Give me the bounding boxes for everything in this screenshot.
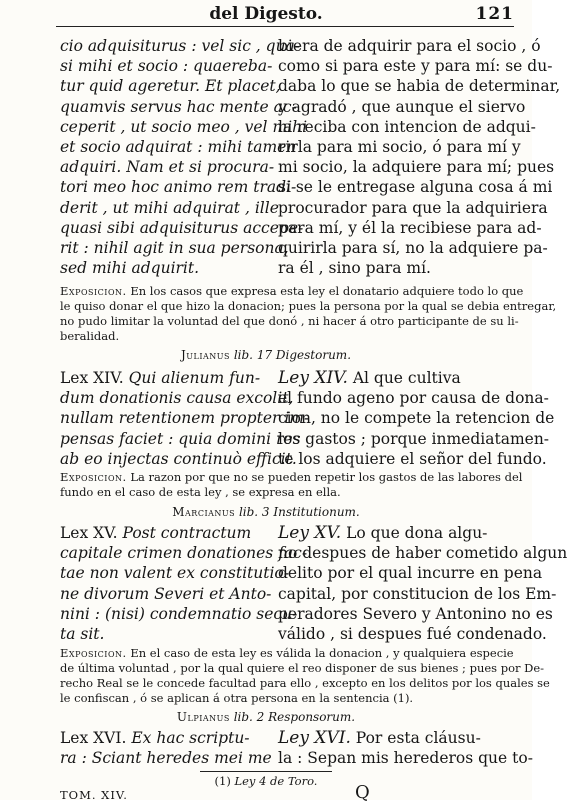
spanish-line: los gastos ; porque inmediatamen-	[278, 429, 550, 448]
spanish-line: ra él , sino para mí.	[278, 259, 431, 278]
latin-line: si mihi et socio : quaereba-	[60, 57, 273, 76]
latin-line: tori meo hoc animo rem tradi-	[60, 178, 297, 197]
latin-line: ta sit.	[60, 625, 105, 644]
exposicion-line: de última voluntad , por la qual quiere el reo disponer de sus bienes ; pues por De-	[60, 661, 545, 675]
law16-source	[0, 710, 532, 724]
latin-line: Qui alienum fun-	[128, 369, 261, 387]
exposicion-label: Exposicion.	[60, 646, 127, 660]
law14-exposicion	[60, 470, 523, 500]
latin-line: adquiri. Nam et si procura-	[60, 158, 275, 177]
ley-title: Ley XIV.	[278, 368, 348, 388]
law14-source	[0, 348, 532, 362]
latin-line: quasi sibi adquisiturus accepe-	[60, 218, 304, 237]
exposicion-line: fundo en el caso de esta ley , se expresa en ella.	[60, 485, 341, 499]
exposicion-line: En el caso de esta ley es válida la donacion , y qualquiera especie	[130, 646, 514, 660]
spanish-line: como si para este y para mí: se du-	[278, 57, 553, 76]
source-work: lib. 3 Institutionum.	[238, 505, 360, 519]
latin-line: Ex hac scriptu-	[131, 729, 250, 747]
source-work: lib. 17 Digestorum.	[233, 348, 352, 362]
section1-exposicion	[60, 284, 557, 344]
latin-line: ceperit , ut socio meo , vel mihi	[60, 117, 308, 136]
ley-title: Ley XVI.	[278, 728, 351, 748]
law15-spanish-column	[278, 523, 567, 644]
law15-source	[0, 505, 532, 519]
law15-latin-column	[60, 523, 308, 644]
spanish-line: la reciba con intencion de adqui-	[278, 117, 536, 136]
source-author: Ulpianus	[176, 710, 230, 724]
spanish-line: si se le entregase alguna cosa á mi	[278, 178, 553, 197]
law16-latin-column	[60, 728, 272, 768]
exposicion-line: recho Real se le concede facultad para ello , excepto en los delitos por los quales se	[60, 676, 550, 690]
latin-line: cio adquisiturus : vel sic , qua-	[60, 37, 301, 55]
law15-exposicion	[60, 646, 550, 706]
law-number: Lex XIV.	[60, 369, 124, 387]
source-author: Julianus	[180, 348, 230, 362]
exposicion-label: Exposicion.	[60, 470, 127, 484]
exposicion-line: beralidad.	[60, 329, 120, 343]
exposicion-line: no pudo limitar la voluntad del que donó , ni hacer á otro participante de su li-	[60, 314, 519, 328]
spanish-line: peradores Severo y Antonino no es	[278, 604, 553, 623]
latin-line: dum donationis causa excolit,	[60, 389, 294, 408]
spanish-line: el fundo ageno por causa de dona-	[278, 389, 549, 408]
law-number: Lex XV.	[60, 524, 118, 542]
exposicion-line: le confiscan , ó se aplican á otra persona en la sentencia (1).	[60, 691, 414, 705]
latin-line: nini : (nisi) condemnatio secu-	[60, 604, 298, 623]
exposicion-line: En los casos que expresa esta ley el donatario adquiere todo lo que	[130, 284, 524, 298]
exposicion-line: La razon por que no se pueden repetir los gastos de las labores del	[130, 470, 523, 484]
latin-line: et socio adquirat : mihi tamen	[60, 138, 297, 157]
source-author: Marcianus	[172, 505, 236, 519]
latin-line: ne divorum Severi et Anto-	[60, 584, 272, 603]
section1-latin-column	[60, 36, 308, 278]
law-number: Lex XVI.	[60, 729, 127, 747]
exposicion-line: le quiso donar el que hizo la donacion; pues la persona por la qual se debia entregar,	[60, 299, 557, 313]
law14-latin-column	[60, 368, 310, 469]
source-work: lib. 2 Responsorum.	[233, 710, 356, 724]
volume-signature: TOM. XIV.	[60, 788, 128, 802]
spanish-line: procurador para que la adquiriera	[278, 198, 548, 217]
spanish-line: Por esta cláusu-	[355, 729, 481, 747]
spanish-line: delito por el qual incurre en pena	[278, 564, 543, 583]
header-rule	[56, 26, 514, 27]
exposicion-label: Exposicion.	[60, 284, 127, 298]
footnote	[0, 774, 532, 788]
spanish-line: biera de adquirir para el socio , ó	[278, 37, 541, 55]
running-head: del Digesto.	[209, 4, 323, 24]
spanish-line: y agradó , que aunque el siervo	[278, 97, 526, 116]
spanish-line: la : Sepan mis herederos que to-	[278, 749, 533, 768]
spanish-line: cion, no le compete la retencion de	[278, 409, 555, 428]
law16-spanish-column	[278, 728, 533, 768]
spanish-line: no despues de haber cometido algun	[278, 544, 567, 563]
latin-line: capitale crimen donationes fac-	[60, 544, 308, 563]
latin-line: ab eo injectas continuò efficit.	[60, 449, 297, 468]
spanish-line: mi socio, la adquiere para mí; pues	[278, 158, 555, 177]
latin-line: pensas faciet : quia domini res	[60, 429, 301, 448]
ley-title: Ley XV.	[278, 523, 342, 543]
latin-line: Post contractum	[122, 524, 252, 542]
spanish-line: daba lo que se habia de determinar,	[278, 77, 561, 96]
spanish-line: quirirla para sí, no la adquiere pa-	[278, 239, 548, 258]
footnote-marker: (1)	[214, 774, 231, 788]
page-number: 121	[475, 4, 514, 24]
spanish-line: rirla para mi socio, ó para mí y	[278, 138, 521, 157]
spanish-line: te los adquiere el señor del fundo.	[278, 449, 547, 468]
footnote-text: Ley 4 de Toro.	[234, 774, 318, 788]
spanish-line: capital, por constitucion de los Em-	[278, 584, 557, 603]
footnote-rule	[200, 771, 332, 772]
spanish-line: para mí, y él la recibiese para ad-	[278, 218, 542, 237]
latin-line: ra : Sciant heredes mei me	[60, 749, 272, 768]
spanish-line: Al que cultiva	[352, 369, 461, 387]
latin-line: rit : nihil agit in sua persona,	[60, 239, 289, 258]
law14-spanish-column	[278, 368, 555, 469]
spanish-line: válido , si despues fué condenado.	[278, 625, 547, 644]
gathering-letter: Q	[355, 782, 370, 803]
latin-line: quamvis servus hac mente ac-	[60, 97, 297, 116]
latin-line: tae non valent ex constitutio-	[60, 564, 290, 583]
latin-line: nullam retentionem propter im-	[60, 409, 310, 428]
latin-line: tur quid ageretur. Et placet,	[60, 77, 281, 96]
section1-spanish-column	[278, 36, 561, 278]
latin-line: sed mihi adquirit.	[60, 259, 200, 278]
spanish-line: Lo que dona algu-	[346, 524, 488, 542]
latin-line: derit , ut mihi adquirat , ille	[60, 198, 279, 217]
